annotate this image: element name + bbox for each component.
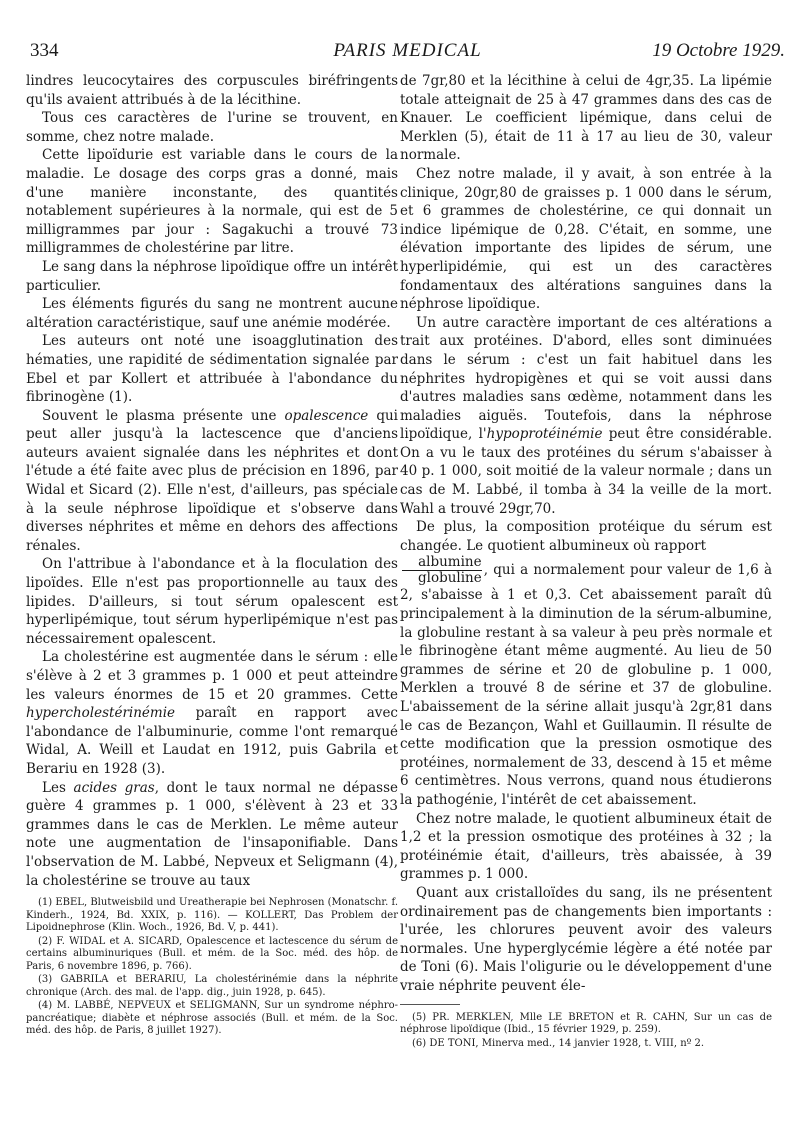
text-run: qui peut aller jusqu'à la lactescence que d'anciens auteurs avaient signalée dans les néphrites et dont l'étude a été faite avec plus de précision en 1896, par Widal et Sicard (2). Elle n'est, d'ailleurs, pas spéciale à la seule néphrose lipoïdique et s'observe dans diverses néphrites et même en dehors des affections rénales. [26, 407, 398, 554]
paragraph: de 7gr,80 et la lécithine à celui de 4gr,35. La lipémie totale atteignait de 25 à 47 grammes dans des cas de Knauer. Le coefficient lipémique, dans celui de Merklen (5), était de 11 à 17 au lieu de 30, valeur normale. [400, 73, 772, 164]
paragraph: Le sang dans la néphrose lipoïdique offre un intérêt particulier. [26, 258, 398, 294]
text-run: La cholestérine est augmentée dans le sérum : elle s'élève à 2 et 3 grammes p. 1 000 et peut atteindre les valeurs énormes de 15 et 20 grammes. Cette [26, 649, 398, 703]
paragraph: Quant aux cristalloïdes du sang, ils ne présentent ordinairement pas de changements bien importants : l'urée, les chlorures peuvent avoir des valeurs normales. Une hyperglycémie légère a été notée par de Toni (6). Mais l'oligurie ou le développement d'une vraie néphrite peuvent éle- [400, 884, 772, 994]
footnote: (2) F. WIDAL et A. SICARD, Opalescence et lactescence du sérum de certains albuminuriques (Bull. et mém. de la Soc. méd. des hôp. de Paris, 6 novembre 1896, p. 766). [26, 935, 398, 972]
text-run: Souvent le plasma présente une [42, 407, 285, 424]
italic-term: acides gras [73, 779, 155, 796]
paragraph [400, 314, 772, 519]
right-column [400, 72, 772, 1051]
page-number: 334 [30, 40, 59, 61]
issue-date: 19 Octobre 1929. [652, 40, 785, 61]
text-run: paraît en rapport avec l'abondance de l'albuminurie, comme l'ont remarqué Widal, A. Weill et Laudat en 1912, puis Gabrila et Berariu en 1928 (3). [26, 705, 398, 777]
footnote: (6) DE TONI, Minerva med., 14 janvier 1928, t. VIII, nº 2. [412, 1037, 705, 1049]
footnote: (1) EBEL, Blutweisbild und Ureatherapie bei Nephrosen (Monatschr. f. Kinderh., 1924, Bd. XXIX, p. 116). — KOLLERT, Das Problem der Lipoidnephrose (Klin. Woch., 1926, Bd. V, p. 441). [26, 897, 398, 934]
paragraph: Les auteurs ont noté une isoagglutination des hématies, une rapidité de sédimentation signalée par Ebel et par Kollert et attribuée à l'abondance du fibrinogène (1). [26, 333, 398, 406]
paragraph: Tous ces caractères de l'urine se trouvent, en somme, chez notre malade. [26, 110, 398, 145]
footnotes-left [26, 897, 398, 1038]
italic-term: hypercholestérinémie [26, 705, 176, 722]
left-column [26, 72, 398, 1039]
footnote: (3) GABRILA et BERARIU, La cholestérinémie dans la néphrite chronique (Arch. des mal. de l'app. dig., juin 1928, p. 645). [26, 974, 398, 998]
italic-term: opalescence [284, 407, 369, 424]
text-run: Les [42, 779, 74, 796]
paragraph: Chez notre malade, il y avait, à son entrée à la clinique, 20gr,80 de graisses p. 1 000 dans le sérum, et 6 grammes de cholestérine, ce qui donnait un indice lipémique de 0,28. C'était, en somme, une élévation importante des lipides de sérum, une hyperlipidémie, qui est un des caractères fondamentaux des altérations sanguines dans la néphrose lipoïdique. [400, 165, 772, 313]
text-run: De plus, la composition protéique du sérum est changée. Le quotient albumineux où rapport [400, 519, 772, 554]
paragraph: Les éléments figurés du sang ne montrent aucune altération caractéristique, sauf une anémie modérée. [26, 296, 398, 331]
paragraph [26, 779, 398, 891]
paragraph: lindres leucocytaires des corpuscules biréfringents qu'ils avaient attribués à de la lécithine. [26, 73, 398, 108]
paragraph: Chez notre malade, le quotient albumineux était de 1,2 et la pression osmotique des protéines à 32 ; la protéinémie était, d'ailleurs, très abaissée, à 39 grammes p. 1 000. [400, 810, 772, 883]
footnote: (4) M. LABBÉ, NEPVEUX et SELIGMANN, Sur un syndrome néphro-pancréatique; diabète et néphrose associés (Bull. et mém. de la Soc. méd. des hôp. de Paris, 8 juillet 1927). [26, 1000, 398, 1037]
footnote: (5) PR. MERKLEN, Mlle LE BRETON et R. CAHN, Sur un cas de néphrose lipoïdique (Ibid., 15 février 1929, p. 259). [400, 1011, 772, 1035]
text-run: , dont le taux normal ne dépasse guère 4 grammes p. 1 000, s'élèvent à 23 et 33 grammes dans le cas de Merklen. Le même auteur note une augmentation de l'insaponifiable. Dans l'observation de M. Labbé, Nepveux et Seligmann (4), la cholestérine se trouve au taux [26, 779, 398, 889]
footnotes-right [400, 1012, 772, 1051]
paragraph: Cette lipoïdurie est variable dans le cours de la maladie. Le dosage des corps gras a donné, mais d'une manière inconstante, des quantités notablement supérieures à la normale, qui est de 5 milligrammes par jour : Sagakuchi a trouvé 73 milligrammes de cholestérine par litre. [26, 147, 398, 257]
text-run: Un autre caractère important de ces altérations a trait aux protéines. D'abord, elles sont diminuées dans le sérum : c'est un fait habituel dans les néphrites hydropigènes et qui se voit aussi dans d'autres maladies sans œdème, notamment dans les maladies aiguës. Toutefois, dans la néphrose lipoïdique, l' [400, 314, 772, 443]
paragraph [26, 407, 398, 556]
italic-term: hypoprotéinémie [486, 426, 603, 443]
page-header [30, 40, 785, 70]
fraction-denominator: globuline [418, 570, 482, 587]
ratio-fraction [402, 555, 482, 586]
fraction-numerator: albumine [402, 555, 482, 571]
paragraph: On l'attribue à l'abondance et à la floculation des lipoïdes. Elle n'est pas proportionnelle au taux des lipides. D'ailleurs, si tout sérum opalescent est hyperlipémique, tout sérum hyperlipémique n'est pas nécessairement opalescent. [26, 556, 398, 647]
paragraph [26, 648, 398, 778]
footnote-separator [400, 1004, 460, 1005]
journal-title: PARIS MEDICAL [333, 40, 482, 61]
text-run: , qui a normalement pour valeur de 1,6 à 2, s'abaisse à 1 et 0,3. Cet abaissement paraît dû principalement à la diminution de la sérum-albumine, la globuline restant à sa valeur à peu près normale et le fibrinogène étant même augmenté. Au lieu de 50 grammes de sérine et 20 de globuline p. 1 000, Merklen a trouvé 8 de sérine et 37 de globuline. L'abaissement de la sérine allait jusqu'à 2gr,81 dans le cas de Bezançon, Wahl et Guillaumin. Il résulte de cette modification que la pression osmotique des protéines, normalement de 33, descend à 15 et même 6 centimètres. Nous verrons, quand nous étudierons la pathogénie, l'intérêt de cet abaissement. [400, 562, 772, 808]
paragraph [400, 518, 772, 809]
text-run: peut être considérable. On a vu le taux des protéines du sérum s'abaisser à 40 p. 1 000, soit moitié de la valeur normale ; dans un cas de M. Labbé, il tomba à 34 la veille de la mort. Wahl a trouvé 29gr,70. [400, 426, 773, 517]
